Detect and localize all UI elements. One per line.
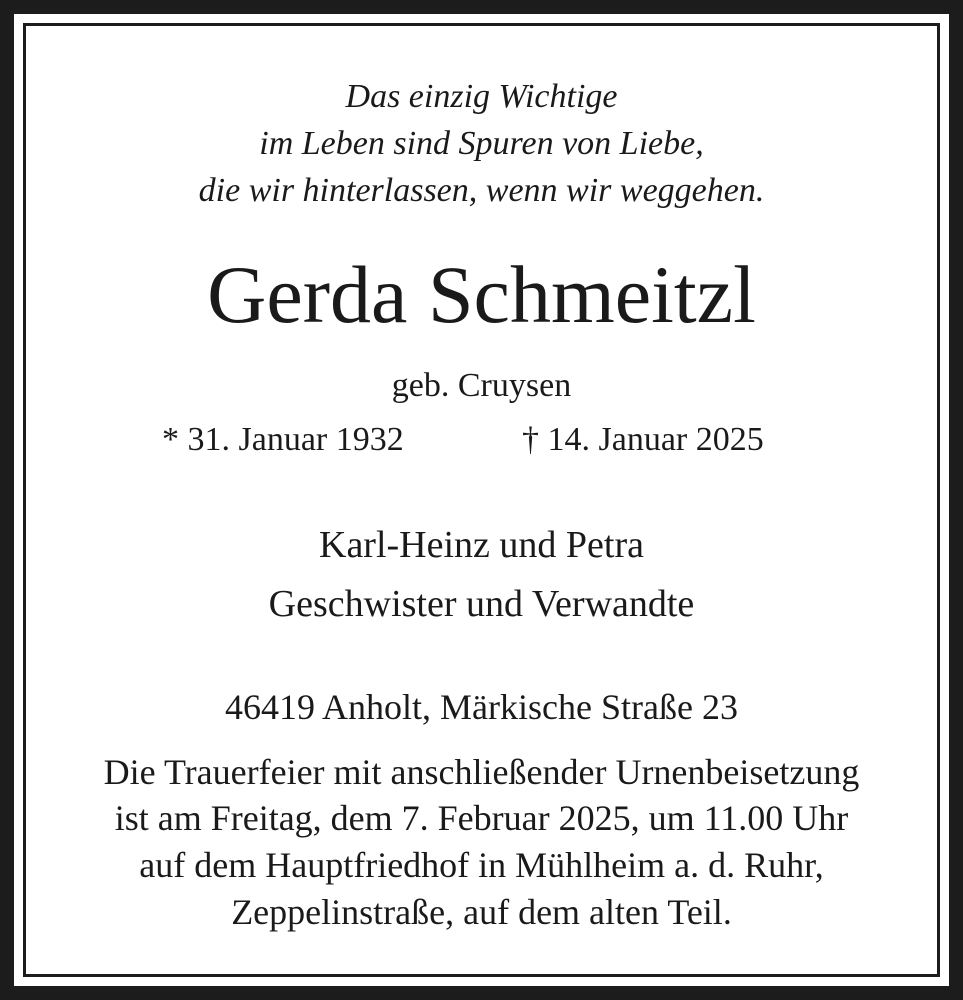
birth-name: geb. Cruysen — [391, 367, 572, 404]
funeral-line-4: Zeppelinstraße, auf dem alten Teil. — [231, 892, 732, 932]
quote-line-2: im Leben sind Spuren von Liebe, — [259, 125, 704, 162]
funeral-line-3: auf dem Hauptfriedhof in Mühlheim a. d. Ruhr, — [139, 845, 824, 885]
quote-line-3: die wir hinterlassen, wenn wir weggehen. — [198, 172, 765, 209]
deceased-name: Gerda Schmeitzl — [207, 249, 756, 340]
address: 46419 Anholt, Märkische Straße 23 — [225, 687, 738, 727]
family-line-1: Karl-Heinz und Petra — [319, 524, 644, 566]
family-line-2: Geschwister und Verwandte — [268, 583, 695, 625]
quote-line-1: Das einzig Wichtige — [345, 78, 618, 115]
death-date: † 14. Januar 2025 — [522, 421, 764, 458]
funeral-line-1: Die Trauerfeier mit anschließender Urnenbeisetzung — [103, 752, 860, 792]
funeral-line-2: ist am Freitag, dem 7. Februar 2025, um 11.00 Uhr — [114, 798, 849, 838]
birth-date: * 31. Januar 1932 — [162, 421, 404, 458]
